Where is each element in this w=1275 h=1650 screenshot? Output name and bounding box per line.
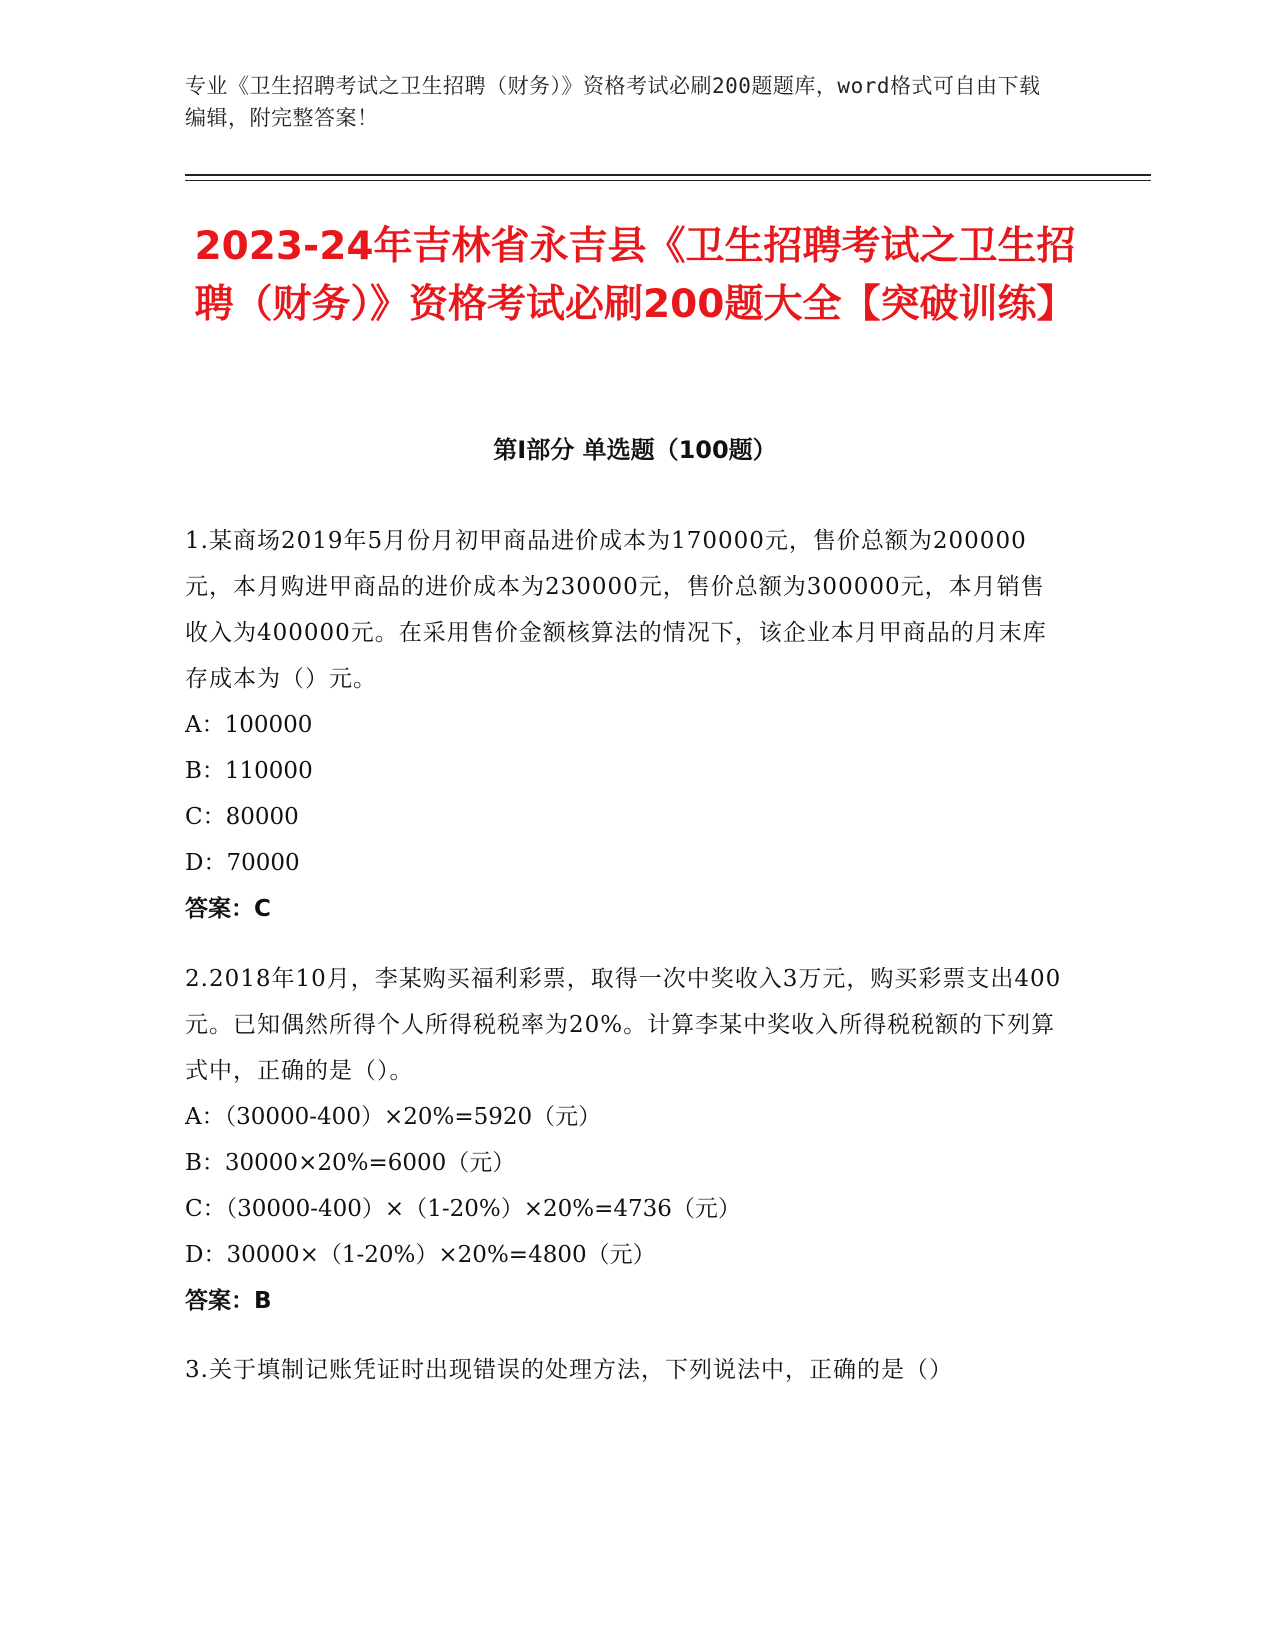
question-2 — [185, 956, 1065, 1324]
option-c: C：（30000-400）×（1-20%）×20%=4736（元） — [185, 1196, 741, 1222]
header-note: 专业《卫生招聘考试之卫生招聘（财务）》资格考试必刷200题题库，word格式可自由下载编辑，附完整答案！ — [185, 74, 1041, 130]
header-divider-thin — [185, 180, 1151, 181]
option-a: A：100000 — [185, 712, 313, 738]
question-3 — [185, 1347, 1065, 1393]
question-stem: 3.关于填制记账凭证时出现错误的处理方法，下列说法中，正确的是（） — [185, 1357, 953, 1383]
option-a: A：（30000-400）×20%=5920（元） — [185, 1104, 602, 1130]
answer: 答案：C — [185, 896, 271, 922]
question-1 — [185, 518, 1065, 932]
option-c: C：80000 — [185, 804, 299, 830]
section-heading: 第I部分 单选题（100题） — [493, 436, 777, 464]
option-b: B：30000×20%=6000（元） — [185, 1150, 516, 1176]
answer: 答案：B — [185, 1288, 272, 1314]
question-stem: 2.2018年10月，李某购买福利彩票，取得一次中奖收入3万元，购买彩票支出400元。已知偶然所得个人所得税税率为20%。计算李某中奖收入所得税税额的下列算式中，正确的是（）。 — [185, 966, 1062, 1084]
option-d: D：30000×（1-20%）×20%=4800（元） — [185, 1242, 656, 1268]
document-title: 2023-24年吉林省永吉县《卫生招聘考试之卫生招聘（财务）》资格考试必刷200题大全【突破训练】 — [194, 224, 1076, 327]
option-b: B：110000 — [185, 758, 313, 784]
question-stem: 1.某商场2019年5月份月初甲商品进价成本为170000元，售价总额为200000元，本月购进甲商品的进价成本为230000元，售价总额为300000元，本月销售收入为400000元。在采用售价金额核算法的情况下，该企业本月甲商品的月末库存成本为（）元。 — [185, 528, 1047, 692]
header-divider-thick — [185, 174, 1151, 176]
option-d: D：70000 — [185, 850, 300, 876]
